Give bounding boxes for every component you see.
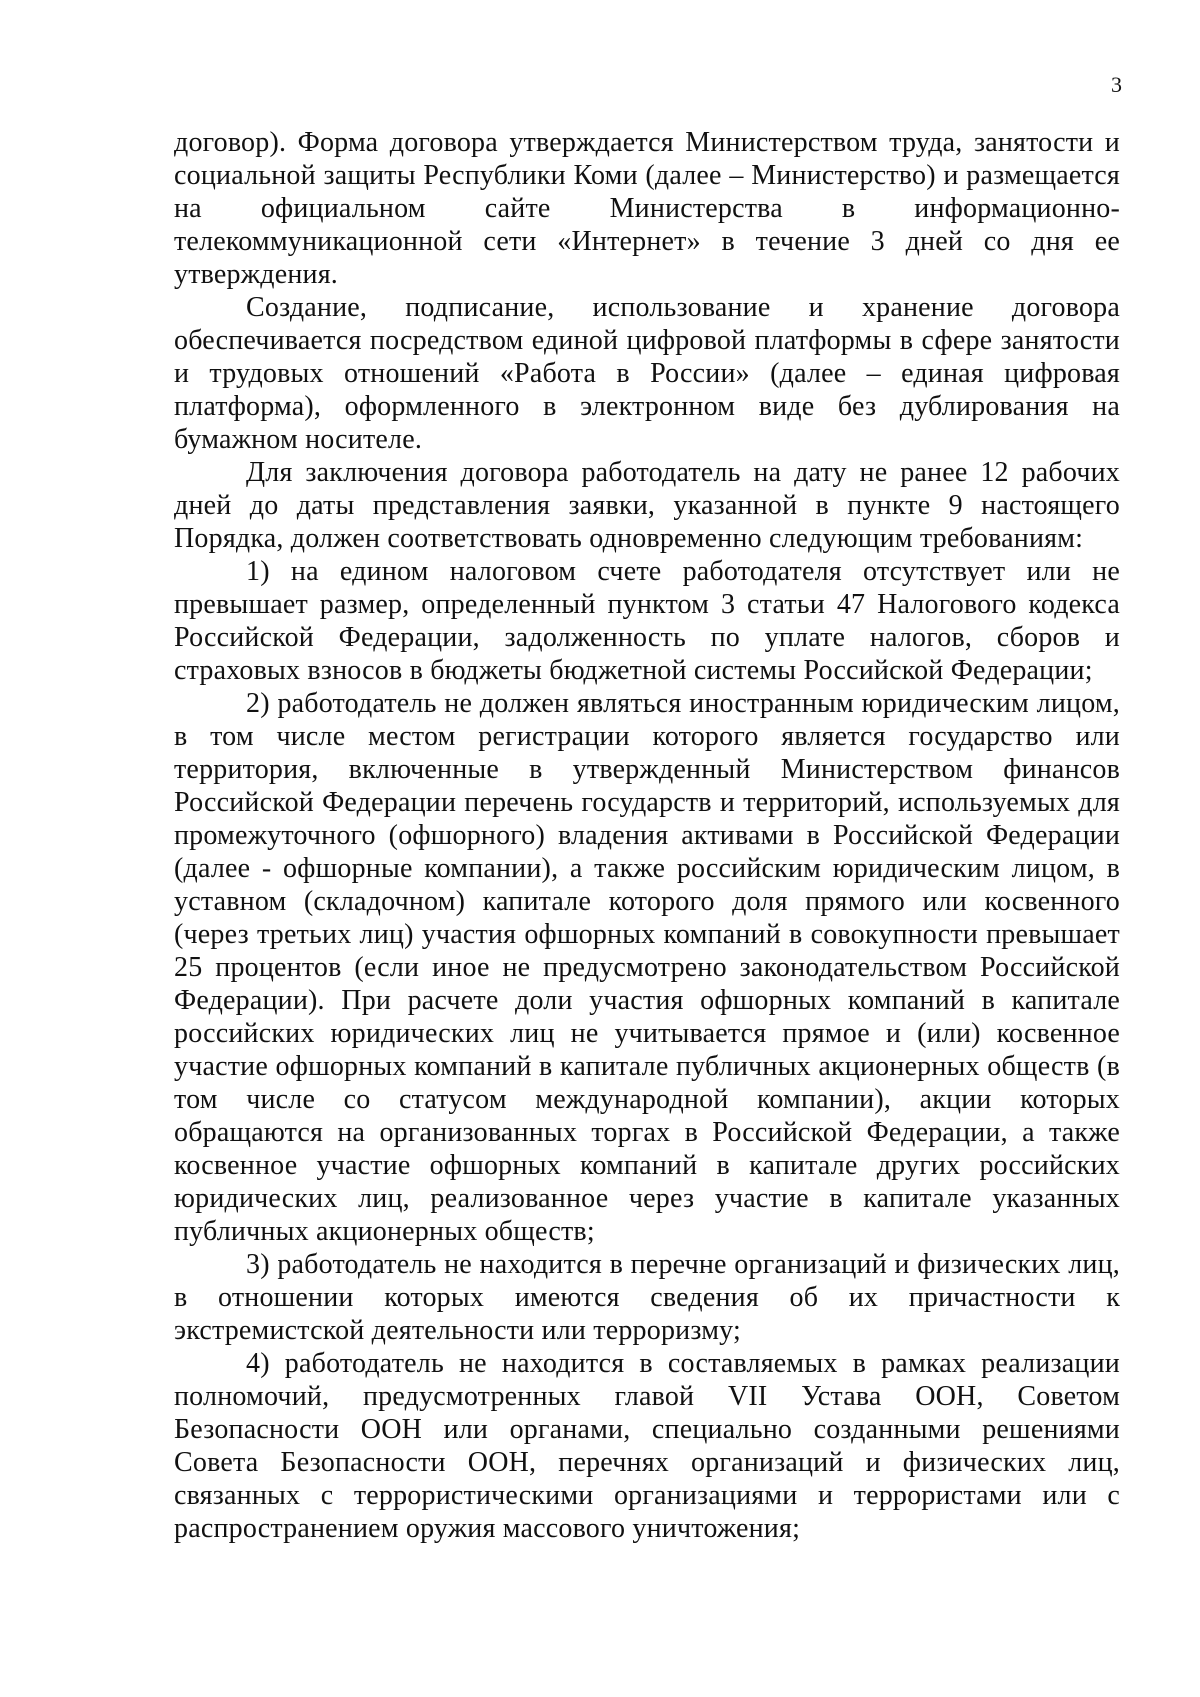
document-body [174, 126, 1120, 1545]
requirement-item-1: 1) на едином налоговом счете работодателя отсутствует или не превышает размер, определенный пунктом 3 статьи 47 Налогового кодекса Российской Федерации, задолженность по уплате налогов, сборов и страховых взносов в бюджеты бюджетной системы Российской Федерации; [174, 556, 1120, 686]
paragraph-digital-platform: Создание, подписание, использование и хранение договора обеспечивается посредством единой цифровой платформы в сфере занятости и трудовых отношений «Работа в России» (далее – единая цифровая платформа), оформленного в электронном виде без дублирования на бумажном носителе. [174, 292, 1120, 455]
requirement-item-4: 4) работодатель не находится в составляемых в рамках реализации полномочий, предусмотренных главой VII Устава ООН, Советом Безопасности ООН или органами, специально созданными решениями Совета Безопасности ООН, перечнях организаций и физических лиц, связанных с террористическими организациями и террористами или с распространением оружия массового уничтожения; [174, 1348, 1120, 1544]
paragraph-contract-form: договор). Форма договора утверждается Министерством труда, занятости и социальной защиты Республики Коми (далее – Министерство) и размещается на официальном сайте Министерства в информационно-телекоммуникационной сети «Интернет» в течение 3 дней со дня ее утверждения. [174, 127, 1120, 290]
requirement-item-2: 2) работодатель не должен являться иностранным юридическим лицом, в том числе местом регистрации которого является государство или территория, включенные в утвержденный Министерством финансов Российской Федерации перечень государств и территорий, используемых для промежуточного (офшорного) владения активами в Российской Федерации (далее - офшорные компании), а также российским юридическим лицом, в уставном (складочном) капитале которого доля прямого или косвенного (через третьих лиц) участия офшорных компаний в совокупности превышает 25 процентов (если иное не предусмотрено законодательством Российской Федерации). При расчете доли участия офшорных компаний в капитале российских юридических лиц не учитывается прямое и (или) косвенное участие офшорных компаний в капитале публичных акционерных обществ (в том числе со статусом международной компании), акции которых обращаются на организованных торгах в Российской Федерации, а также косвенное участие офшорных компаний в капитале других российских юридических лиц, реализованное через участие в капитале указанных публичных акционерных обществ; [174, 688, 1120, 1247]
paragraph-employer-requirements: Для заключения договора работодатель на дату не ранее 12 рабочих дней до даты представления заявки, указанной в пункте 9 настоящего Порядка, должен соответствовать одновременно следующим требованиям: [174, 457, 1120, 554]
requirement-item-3: 3) работодатель не находится в перечне организаций и физических лиц, в отношении которых имеются сведения об их причастности к экстремистской деятельности или терроризму; [174, 1249, 1120, 1346]
page-number: 3 [1111, 72, 1122, 97]
